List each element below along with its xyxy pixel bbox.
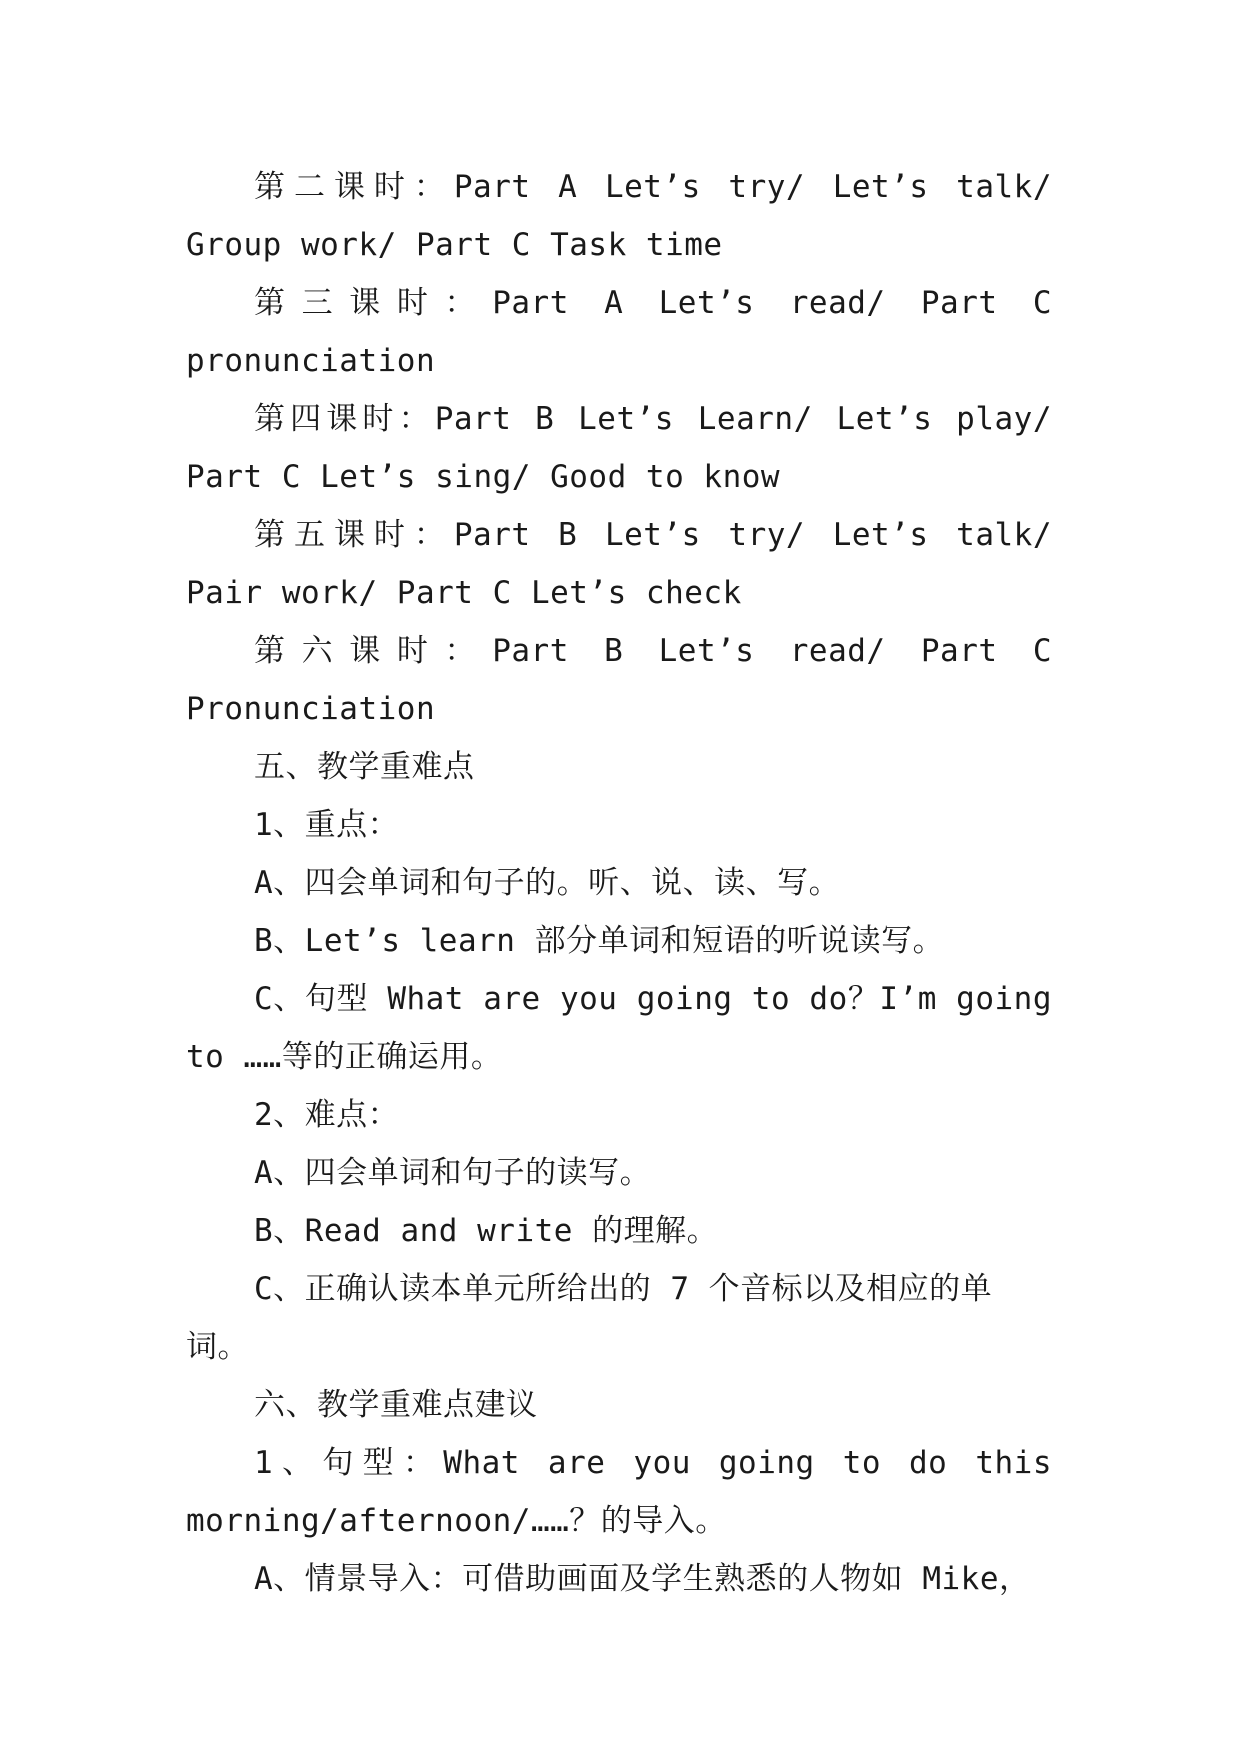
- paragraph-lesson-5: 第五课时：Part B Let’s try/ Let’s talk/ Pair work/ Part C Let’s check: [186, 517, 1052, 611]
- key-point-b: B、Let’s learn 部分单词和短语的听说读写。: [254, 923, 945, 959]
- paragraph-lesson-4: 第四课时：Part B Let’s Learn/ Let’s play/ Part C Let’s sing/ Good to know: [186, 401, 1052, 495]
- difficulty-b: B、Read and write 的理解。: [254, 1213, 719, 1249]
- difficulty-a: A、四会单词和句子的读写。: [254, 1155, 652, 1191]
- section-6-heading: 六、教学重难点建议: [254, 1387, 538, 1423]
- difficulty-c: C、正确认读本单元所给出的 7 个音标以及相应的单词。: [186, 1271, 993, 1365]
- suggestion-1: 1、句型：What are you going to do this morning/afternoon/……？的导入。: [186, 1445, 1052, 1539]
- key-point-c: C、句型 What are you going to do？I’m going to ……等的正确运用。: [186, 981, 1052, 1075]
- difficulties-heading: 2、难点：: [254, 1097, 400, 1133]
- paragraph-lesson-6: 第六课时：Part B Let’s read/ Part C Pronunciation: [186, 633, 1052, 727]
- paragraph-lesson-3: 第三课时：Part A Let’s read/ Part C pronunciation: [186, 285, 1052, 379]
- key-point-a: A、四会单词和句子的。听、说、读、写。: [254, 865, 841, 901]
- suggestion-a: A、情景导入：可借助画面及学生熟悉的人物如 Mike，: [254, 1561, 1031, 1597]
- paragraph-lesson-2: 第二课时：Part A Let’s try/ Let’s talk/ Group work/ Part C Task time: [186, 169, 1052, 263]
- key-points-heading: 1、重点：: [254, 807, 400, 843]
- document-body: [186, 158, 1052, 1608]
- section-5-heading: 五、教学重难点: [254, 749, 475, 785]
